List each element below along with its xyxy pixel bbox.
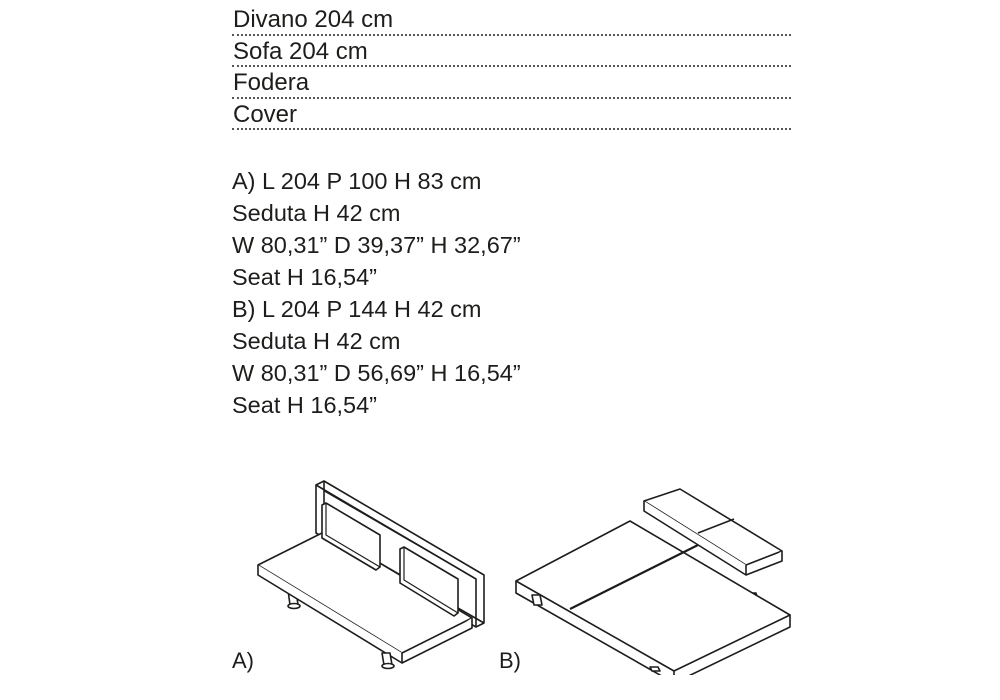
spec-row-sofa: Sofa 204 cm [232,36,791,68]
dim-line-b-seat-metric: Seduta H 42 cm [232,328,401,354]
spec-table [232,4,791,130]
dim-line-a-imperial: W 80,31” D 39,37” H 32,67” [232,232,521,258]
spec-row-cover: Cover [232,99,791,131]
dim-line-b-seat-imperial: Seat H 16,54” [232,392,378,418]
dim-line-a-metric: A) L 204 P 100 H 83 cm [232,168,482,194]
dimensions-block [232,165,521,421]
spec-row-divano: Divano 204 cm [232,4,791,36]
figure-b-label: B) [499,648,521,673]
dim-line-a-seat-metric: Seduta H 42 cm [232,200,401,226]
spec-row-fodera: Fodera [232,67,791,99]
dim-line-b-imperial: W 80,31” D 56,69” H 16,54” [232,360,521,386]
dim-line-a-seat-imperial: Seat H 16,54” [232,264,378,290]
sofa-upright-drawing-icon [250,475,495,675]
dim-line-b-metric: B) L 204 P 144 H 42 cm [232,296,482,322]
figure-a-label: A) [232,648,254,673]
sofa-bed-open-drawing-icon [512,485,802,675]
